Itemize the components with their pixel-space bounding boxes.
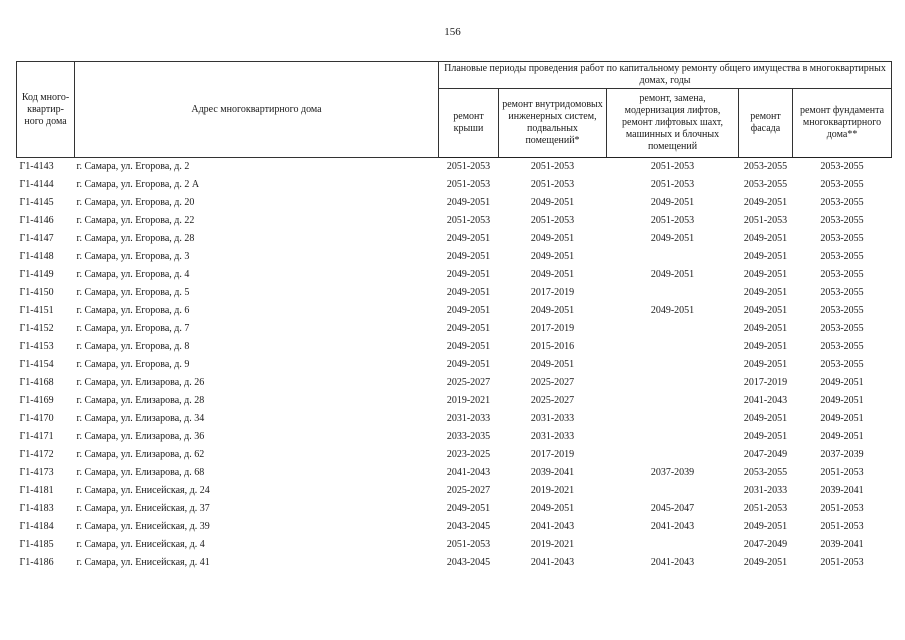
- cell-elevators: [607, 284, 739, 302]
- cell-code: Г1-4143: [19, 161, 54, 172]
- cell-elevators: 2049-2051: [650, 197, 695, 208]
- cell-address: г. Самара, ул. Елизарова, д. 36: [76, 431, 205, 442]
- cell-foundation: 2051-2053: [820, 557, 864, 568]
- cell-foundation: 2039-2041: [820, 539, 864, 550]
- cell-foundation: 2053-2055: [820, 215, 864, 226]
- cell-roof: 2019-2021: [446, 395, 491, 406]
- cell-elevators: [607, 536, 739, 554]
- header-elevators: ремонт, замена, модернизация лифтов, ремонт лифтовых шахт, машинных и блочных помещений: [607, 89, 739, 158]
- cell-elevators: 2051-2053: [650, 161, 695, 172]
- cell-roof: 2041-2043: [446, 467, 491, 478]
- cell-elevators: [607, 392, 739, 410]
- table-row: [17, 518, 892, 536]
- cell-roof: 2049-2051: [446, 341, 491, 352]
- cell-address: г. Самара, ул. Елизарова, д. 26: [76, 377, 205, 388]
- cell-foundation: 2049-2051: [820, 377, 864, 388]
- cell-address: г. Самара, ул. Егорова, д. 28: [76, 233, 195, 244]
- cell-roof: 2033-2035: [446, 431, 491, 442]
- cell-elevators: 2049-2051: [650, 305, 695, 316]
- cell-engineering: 2015-2016: [530, 341, 575, 352]
- cell-foundation: 2053-2055: [820, 161, 864, 172]
- cell-foundation: 2053-2055: [820, 233, 864, 244]
- cell-code: Г1-4169: [19, 395, 54, 406]
- cell-facade: 2031-2033: [743, 485, 788, 496]
- cell-address: г. Самара, ул. Егорова, д. 20: [76, 197, 195, 208]
- cell-engineering: 2049-2051: [530, 251, 575, 262]
- cell-foundation: 2053-2055: [820, 359, 864, 370]
- cell-engineering: 2039-2041: [530, 467, 575, 478]
- header-foundation: ремонт фундамента многоквартирного дома**: [793, 89, 892, 158]
- cell-code: Г1-4148: [19, 251, 54, 262]
- table-row: [17, 302, 892, 320]
- cell-address: г. Самара, ул. Елизарова, д. 28: [76, 395, 205, 406]
- cell-foundation: 2049-2051: [820, 395, 864, 406]
- table-row: [17, 464, 892, 482]
- cell-facade: 2049-2051: [743, 269, 788, 280]
- cell-elevators: [607, 410, 739, 428]
- cell-address: г. Самара, ул. Егорова, д. 3: [76, 251, 190, 262]
- table-row: [17, 158, 892, 177]
- cell-address: г. Самара, ул. Егорова, д. 5: [76, 287, 190, 298]
- cell-foundation: 2053-2055: [820, 287, 864, 298]
- cell-roof: 2043-2045: [446, 521, 491, 532]
- cell-address: г. Самара, ул. Егорова, д. 6: [76, 305, 190, 316]
- cell-facade: 2049-2051: [743, 557, 788, 568]
- cell-facade: 2053-2055: [743, 161, 788, 172]
- cell-code: Г1-4173: [19, 467, 54, 478]
- cell-facade: 2047-2049: [743, 539, 788, 550]
- page-number: 156: [444, 26, 461, 38]
- cell-code: Г1-4185: [19, 539, 54, 550]
- cell-address: г. Самара, ул. Енисейская, д. 37: [76, 503, 210, 514]
- table-row: [17, 410, 892, 428]
- cell-engineering: 2051-2053: [530, 161, 575, 172]
- cell-engineering: 2049-2051: [530, 197, 575, 208]
- cell-elevators: 2049-2051: [650, 233, 695, 244]
- cell-roof: 2049-2051: [446, 359, 491, 370]
- cell-foundation: 2051-2053: [820, 467, 864, 478]
- header-roof: ремонт крыши: [439, 89, 499, 158]
- cell-address: г. Самара, ул. Егорова, д. 7: [76, 323, 190, 334]
- cell-foundation: 2039-2041: [820, 485, 864, 496]
- header-facade: ремонт фасада: [739, 89, 793, 158]
- cell-engineering: 2017-2019: [530, 323, 575, 334]
- cell-address: г. Самара, ул. Егорова, д. 9: [76, 359, 190, 370]
- cell-code: Г1-4150: [19, 287, 54, 298]
- cell-roof: 2049-2051: [446, 323, 491, 334]
- cell-roof: 2049-2051: [446, 287, 491, 298]
- cell-roof: 2043-2045: [446, 557, 491, 568]
- cell-foundation: 2053-2055: [820, 323, 864, 334]
- cell-facade: 2051-2053: [743, 503, 788, 514]
- cell-code: Г1-4149: [19, 269, 54, 280]
- cell-roof: 2031-2033: [446, 413, 491, 424]
- cell-facade: 2053-2055: [743, 467, 788, 478]
- cell-code: Г1-4184: [19, 521, 54, 532]
- table-row: [17, 230, 892, 248]
- cell-engineering: 2051-2053: [530, 215, 575, 226]
- table-row: [17, 356, 892, 374]
- cell-address: г. Самара, ул. Егорова, д. 8: [76, 341, 190, 352]
- cell-roof: 2049-2051: [446, 503, 491, 514]
- cell-code: Г1-4153: [19, 341, 54, 352]
- cell-elevators: 2049-2051: [650, 269, 695, 280]
- table-body: [17, 158, 892, 573]
- cell-roof: 2051-2053: [446, 539, 491, 550]
- cell-engineering: 2031-2033: [530, 431, 575, 442]
- cell-elevators: [607, 356, 739, 374]
- cell-foundation: 2053-2055: [820, 269, 864, 280]
- cell-foundation: 2053-2055: [820, 179, 864, 190]
- cell-roof: 2051-2053: [446, 161, 491, 172]
- cell-roof: 2023-2025: [446, 449, 491, 460]
- table-row: [17, 536, 892, 554]
- cell-foundation: 2051-2053: [820, 521, 864, 532]
- cell-facade: 2049-2051: [743, 233, 788, 244]
- table-row: [17, 248, 892, 266]
- cell-foundation: 2053-2055: [820, 305, 864, 316]
- cell-elevators: [607, 338, 739, 356]
- table-row: [17, 500, 892, 518]
- cell-foundation: 2049-2051: [820, 413, 864, 424]
- cell-facade: 2051-2053: [743, 215, 788, 226]
- cell-elevators: [607, 446, 739, 464]
- cell-elevators: 2045-2047: [650, 503, 695, 514]
- cell-facade: 2049-2051: [743, 431, 788, 442]
- cell-roof: 2049-2051: [446, 305, 491, 316]
- cell-address: г. Самара, ул. Егорова, д. 4: [76, 269, 190, 280]
- cell-facade: 2049-2051: [743, 287, 788, 298]
- table-row: [17, 284, 892, 302]
- cell-facade: 2049-2051: [743, 359, 788, 370]
- cell-engineering: 2031-2033: [530, 413, 575, 424]
- cell-engineering: 2019-2021: [530, 485, 575, 496]
- table-row: [17, 374, 892, 392]
- cell-elevators: 2041-2043: [650, 557, 695, 568]
- cell-elevators: [607, 428, 739, 446]
- cell-foundation: 2053-2055: [820, 197, 864, 208]
- cell-code: Г1-4171: [19, 431, 54, 442]
- cell-code: Г1-4168: [19, 377, 54, 388]
- cell-code: Г1-4151: [19, 305, 54, 316]
- table-header: [17, 62, 892, 158]
- cell-roof: 2025-2027: [446, 485, 491, 496]
- cell-elevators: 2037-2039: [650, 467, 695, 478]
- cell-foundation: 2051-2053: [820, 503, 864, 514]
- cell-address: г. Самара, ул. Елизарова, д. 68: [76, 467, 205, 478]
- table-row: [17, 482, 892, 500]
- table-row: [17, 176, 892, 194]
- cell-foundation: 2053-2055: [820, 341, 864, 352]
- cell-engineering: 2017-2019: [530, 449, 575, 460]
- cell-engineering: 2025-2027: [530, 377, 575, 388]
- cell-facade: 2047-2049: [743, 449, 788, 460]
- cell-facade: 2053-2055: [743, 179, 788, 190]
- cell-facade: 2049-2051: [743, 341, 788, 352]
- cell-engineering: 2049-2051: [530, 305, 575, 316]
- cell-facade: 2049-2051: [743, 521, 788, 532]
- cell-address: г. Самара, ул. Егорова, д. 2: [76, 161, 190, 172]
- cell-facade: 2049-2051: [743, 251, 788, 262]
- cell-code: Г1-4146: [19, 215, 54, 226]
- cell-engineering: 2049-2051: [530, 359, 575, 370]
- cell-address: г. Самара, ул. Енисейская, д. 24: [76, 485, 210, 496]
- cell-roof: 2049-2051: [446, 269, 491, 280]
- cell-elevators: [607, 482, 739, 500]
- cell-roof: 2049-2051: [446, 251, 491, 262]
- cell-elevators: 2041-2043: [650, 521, 695, 532]
- cell-roof: 2049-2051: [446, 197, 491, 208]
- cell-facade: 2049-2051: [743, 323, 788, 334]
- table-row: [17, 554, 892, 572]
- cell-roof: 2051-2053: [446, 179, 491, 190]
- table-row: [17, 428, 892, 446]
- cell-elevators: [607, 320, 739, 338]
- header-code: Код много-квартир-ного дома: [17, 62, 75, 158]
- cell-engineering: 2049-2051: [530, 233, 575, 244]
- cell-address: г. Самара, ул. Енисейская, д. 39: [76, 521, 210, 532]
- cell-address: г. Самара, ул. Енисейская, д. 41: [76, 557, 210, 568]
- cell-roof: 2051-2053: [446, 215, 491, 226]
- header-engineering: ремонт внутридомовых инженерных систем, подвальных помещений*: [499, 89, 607, 158]
- table-row: [17, 446, 892, 464]
- cell-address: г. Самара, ул. Елизарова, д. 62: [76, 449, 205, 460]
- header-address: Адрес многоквартирного дома: [75, 62, 439, 158]
- table-row: [17, 212, 892, 230]
- cell-elevators: [607, 248, 739, 266]
- cell-engineering: 2025-2027: [530, 395, 575, 406]
- cell-roof: 2025-2027: [446, 377, 491, 388]
- cell-foundation: 2053-2055: [820, 251, 864, 262]
- cell-elevators: 2051-2053: [650, 179, 695, 190]
- cell-code: Г1-4144: [19, 179, 54, 190]
- cell-engineering: 2041-2043: [530, 521, 575, 532]
- cell-elevators: [607, 374, 739, 392]
- cell-facade: 2049-2051: [743, 305, 788, 316]
- cell-roof: 2049-2051: [446, 233, 491, 244]
- cell-engineering: 2019-2021: [530, 539, 575, 550]
- cell-address: г. Самара, ул. Егорова, д. 22: [76, 215, 195, 226]
- cell-address: г. Самара, ул. Елизарова, д. 34: [76, 413, 205, 424]
- table-row: [17, 320, 892, 338]
- cell-code: Г1-4145: [19, 197, 54, 208]
- cell-engineering: 2049-2051: [530, 503, 575, 514]
- cell-engineering: 2017-2019: [530, 287, 575, 298]
- cell-facade: 2049-2051: [743, 413, 788, 424]
- cell-engineering: 2051-2053: [530, 179, 575, 190]
- cell-code: Г1-4183: [19, 503, 54, 514]
- capital-repair-schedule-table: [16, 61, 892, 572]
- cell-code: Г1-4154: [19, 359, 54, 370]
- cell-code: Г1-4181: [19, 485, 54, 496]
- table-row: [17, 338, 892, 356]
- table-row: [17, 266, 892, 284]
- cell-code: Г1-4186: [19, 557, 54, 568]
- table-row: [17, 392, 892, 410]
- cell-code: Г1-4152: [19, 323, 54, 334]
- cell-facade: 2049-2051: [743, 197, 788, 208]
- table-row: [17, 194, 892, 212]
- header-periods-group: Плановые периоды проведения работ по капитальному ремонту общего имущества в многоквартирных домах, годы: [439, 62, 892, 89]
- cell-foundation: 2037-2039: [820, 449, 864, 460]
- cell-code: Г1-4147: [19, 233, 54, 244]
- cell-facade: 2017-2019: [743, 377, 788, 388]
- cell-elevators: 2051-2053: [650, 215, 695, 226]
- cell-engineering: 2049-2051: [530, 269, 575, 280]
- cell-code: Г1-4170: [19, 413, 54, 424]
- cell-engineering: 2041-2043: [530, 557, 575, 568]
- cell-code: Г1-4172: [19, 449, 54, 460]
- cell-address: г. Самара, ул. Егорова, д. 2 А: [76, 179, 200, 190]
- cell-address: г. Самара, ул. Енисейская, д. 4: [76, 539, 205, 550]
- cell-facade: 2041-2043: [743, 395, 788, 406]
- cell-foundation: 2049-2051: [820, 431, 864, 442]
